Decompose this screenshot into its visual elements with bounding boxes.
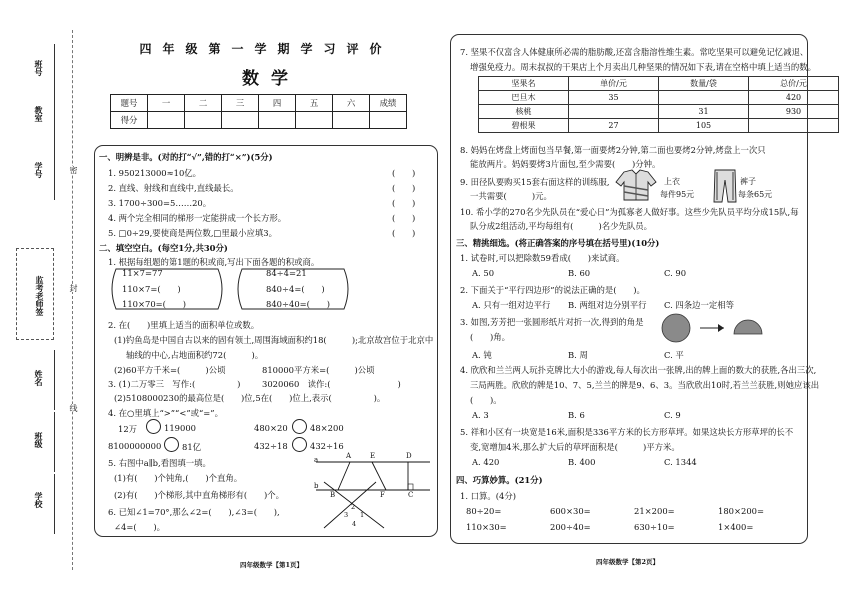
tf-item-3: 3. 1700÷300=5……20。 xyxy=(108,198,212,208)
field-class-number: 班号 xyxy=(34,60,43,76)
subject-title: 数学 xyxy=(242,69,300,89)
pants-image xyxy=(712,168,738,204)
fig-label-E: E xyxy=(370,452,376,460)
score-input-cell[interactable] xyxy=(370,112,407,129)
compare-circle[interactable] xyxy=(164,437,179,452)
nut-cell: 35 xyxy=(569,91,659,105)
tf-answer-3[interactable]: ( ) xyxy=(392,198,416,208)
mental-math-heading: 1. 口算。(4分) xyxy=(460,491,517,501)
calc-item[interactable]: 600×30= xyxy=(550,506,591,516)
field-student-id: 学号 xyxy=(34,162,43,178)
nut-header: 数量/袋 xyxy=(659,77,749,91)
fill-q2-2b: 810000平方米=( )公顷 xyxy=(262,365,375,375)
fill-q1: 1. 根据每组题的第1题的积或商,写出下面各题的积或商。 xyxy=(108,257,320,267)
section-3-heading: 三、精挑细选。(将正确答案的序号填在括号里)(10分) xyxy=(456,238,660,248)
choice-q5-option-c[interactable]: C. 1344 xyxy=(664,457,697,467)
nut-cell: 420 xyxy=(749,91,839,105)
compare-right-1: 119000 xyxy=(164,423,196,433)
choice-q2-option-a[interactable]: A. 只有一组对边平行 xyxy=(472,300,551,310)
fig-label-C: C xyxy=(408,491,414,499)
choice-q4-option-b[interactable]: B. 6 xyxy=(568,410,585,420)
fig-label-b: b xyxy=(314,482,319,490)
choice-q2-option-c[interactable]: C. 四条边一定相等 xyxy=(664,300,735,310)
choice-q5-option-b[interactable]: B. 400 xyxy=(568,457,596,467)
section-1-heading: 一、明辨是非。(对的打“√”,错的打“×”)(5分) xyxy=(99,152,273,162)
field-line xyxy=(54,474,55,534)
q8-text-b: 能放两片。妈妈要烤3片面包,至少需要( )分钟。 xyxy=(470,159,661,169)
fill-q1-right-2: 840÷4=( ) xyxy=(266,284,325,294)
score-input-cell[interactable] xyxy=(259,112,296,129)
choice-q4-c: ( )。 xyxy=(470,395,502,405)
calc-item[interactable]: 630÷10= xyxy=(634,522,675,532)
score-header-cell: 二 xyxy=(185,95,222,112)
fig-angle-3: 3 xyxy=(344,511,349,519)
compare-right-3: 81亿 xyxy=(182,442,202,452)
choice-q3-option-a[interactable]: A. 钝 xyxy=(472,350,492,360)
q9-text: 9. 田径队要购买15套右面这样的训练服, xyxy=(460,177,610,187)
score-header-cell: 六 xyxy=(333,95,370,112)
cut-mark-line: 线 xyxy=(69,404,78,412)
cut-mark-seal: 密 xyxy=(69,166,78,174)
field-name: 姓名 xyxy=(34,370,43,386)
field-line xyxy=(54,412,55,472)
score-input-cell[interactable] xyxy=(333,112,370,129)
field-class: 班级 xyxy=(34,432,43,448)
footer-page-2: 四年级数学【第2页】 xyxy=(596,558,660,566)
choice-q2: 2. 下面关于“平行四边形”的说法正确的是( )。 xyxy=(460,285,645,295)
fill-q2-1b: 轴线的中心,占地面积约72( )。 xyxy=(126,350,264,360)
calc-item[interactable]: 1×400= xyxy=(718,522,754,532)
fill-q1-right-1: 84÷4=21 xyxy=(266,268,307,278)
score-header-cell: 一 xyxy=(148,95,185,112)
score-row-label: 得分 xyxy=(111,112,148,129)
field-line xyxy=(54,44,55,100)
q10-text-b: 队分成2组活动,平均每组有( )名少先队员。 xyxy=(470,221,653,231)
fill-q3-1a: 3. (1)二万零三 写作:( ) xyxy=(108,379,241,389)
fig-angle-1: 1 xyxy=(360,511,365,519)
nut-blank-cell[interactable] xyxy=(749,119,839,133)
nut-cell: 930 xyxy=(749,105,839,119)
fig-angle-4: 4 xyxy=(352,520,357,528)
fill-q1-left-1: 11×7=77 xyxy=(122,268,163,278)
cut-mark-envelope: 封 xyxy=(69,284,78,292)
fill-q3-1b: 3020060 读作:( ) xyxy=(262,379,401,389)
fig-label-A: A xyxy=(346,452,352,460)
compare-left-3: 8100000000 xyxy=(108,441,162,451)
nut-header: 单价/元 xyxy=(569,77,659,91)
nut-cell: 31 xyxy=(659,105,749,119)
fill-q2: 2. 在( )里填上适当的面积单位或数。 xyxy=(108,320,260,330)
fill-q5-2: (2)有( )个梯形,其中直角梯形有( )个。 xyxy=(114,490,284,500)
q7-text: 7. 坚果不仅富含人体健康所必需的脂肪酸,还富含脂溶性维生素。常吃坚果可以避免记忆减退、 xyxy=(460,47,809,57)
choice-q1: 1. 试卷时,可以把除数59看成( )来试商。 xyxy=(460,253,625,263)
choice-q3-b: ( )角。 xyxy=(470,332,511,342)
score-table xyxy=(110,94,407,129)
tf-answer-5[interactable]: ( ) xyxy=(392,228,416,238)
score-header-cell: 四 xyxy=(259,95,296,112)
calc-item[interactable]: 200÷40= xyxy=(550,522,591,532)
choice-q4: 4. 欣欣和兰兰两人玩扑克牌比大小的游戏,每人每次出一张牌,出的牌上面的数大的获胜,各出三次, xyxy=(460,365,817,375)
fill-q6b: ∠4=( )。 xyxy=(114,522,166,532)
circle-fold-figure xyxy=(660,312,772,346)
choice-q3-option-b[interactable]: B. 周 xyxy=(568,350,588,360)
tf-answer-1[interactable]: ( ) xyxy=(392,168,416,178)
choice-q5: 5. 祥和小区有一块宽是16米,面积是336平方米的长方形草坪。如果这块长方形草坪的长不 xyxy=(460,427,794,437)
tf-item-2: 2. 直线、射线和直线中,直线最长。 xyxy=(108,183,239,193)
choice-q3-option-c[interactable]: C. 平 xyxy=(664,350,684,360)
proctor-signature-label: 监考老师签 xyxy=(35,276,44,316)
choice-q1-option-b[interactable]: B. 60 xyxy=(568,268,591,278)
calc-item[interactable]: 180×200= xyxy=(718,506,765,516)
nut-header: 坚果名 xyxy=(479,77,569,91)
pants-price: 每条65元 xyxy=(738,190,773,199)
fig-label-F: F xyxy=(380,491,385,499)
score-header-cell: 成绩 xyxy=(370,95,407,112)
calc-item[interactable]: 21×200= xyxy=(634,506,675,516)
fig-angle-2: 2 xyxy=(351,503,356,511)
pants-label: 裤子 xyxy=(740,177,756,186)
tf-item-4: 4. 两个完全相同的梯形一定能拼成一个长方形。 xyxy=(108,213,287,223)
nut-cell: 巴旦木 xyxy=(479,91,569,105)
fill-q2-2a: (2)60平方千米=( )公顷 xyxy=(114,365,226,375)
q9-text-b: 一共需要( )元。 xyxy=(470,191,552,201)
nut-header: 总价/元 xyxy=(749,77,839,91)
score-header-cell: 题号 xyxy=(111,95,148,112)
score-input-cell[interactable] xyxy=(296,112,333,129)
fill-q1-left-2: 110×7=( ) xyxy=(122,284,181,294)
footer-page-1: 四年级数学【第1页】 xyxy=(240,561,304,569)
section-2-heading: 二、填空空白。(每空1分,共30分) xyxy=(99,243,228,253)
fill-q2-1: (1)钓鱼岛是中国自古以来的固有领土,周围海域面积约18( );北京故宫位于北京中 xyxy=(114,335,434,345)
q7-text-b: 增强免疫力。周末叔叔的干果店上个月卖出几种坚果的情况如下表,请在空格中填上适当的数。 xyxy=(470,62,817,72)
compare-left-2: 480×20 xyxy=(254,423,288,433)
tf-item-5: 5. □0÷29,要使商是两位数,□里最小应填3。 xyxy=(108,228,278,238)
q10-text: 10. 希小学的270名少先队员在“爱心日”为孤寡老人做好事。这些少先队员平均分成15队,每 xyxy=(460,207,799,217)
jacket-price: 每件95元 xyxy=(660,190,695,199)
fill-q3-2: (2)5108000230的最高位是( )位,5在( )位上,表示( )。 xyxy=(114,393,386,403)
binding-margin xyxy=(0,0,88,596)
choice-q1-option-a[interactable]: A. 50 xyxy=(472,268,495,278)
choice-q5-option-a[interactable]: A. 420 xyxy=(472,457,500,467)
field-classroom: 教室 xyxy=(34,106,43,122)
fill-q4: 4. 在○里填上“>”“<”或“=”。 xyxy=(108,408,223,418)
field-line xyxy=(54,150,55,200)
nut-cell: 105 xyxy=(659,119,749,133)
tf-item-1: 1. 950213000≈10亿。 xyxy=(108,168,202,178)
section-4-heading: 四、巧算妙算。(21分) xyxy=(456,475,543,485)
choice-q4-option-c[interactable]: C. 9 xyxy=(664,410,681,420)
compare-right-2: 48×200 xyxy=(310,423,344,433)
exam-title: 四年级第一学期学习评价 xyxy=(139,42,393,56)
score-input-cell[interactable] xyxy=(222,112,259,129)
calc-item[interactable]: 80÷20= xyxy=(466,506,502,516)
cut-line xyxy=(72,30,73,570)
fill-q5: 5. 右图中a∥b,看图填一填。 xyxy=(108,458,211,468)
compare-circle[interactable] xyxy=(292,437,307,452)
score-input-cell[interactable] xyxy=(185,112,222,129)
score-header-cell: 五 xyxy=(296,95,333,112)
fig-label-B: B xyxy=(330,491,336,499)
score-input-cell[interactable] xyxy=(148,112,185,129)
fill-q6: 6. 已知∠1=70°,那么∠2=( ),∠3=( ), xyxy=(108,507,280,517)
tf-answer-2[interactable]: ( ) xyxy=(392,183,416,193)
fig-label-a: a xyxy=(314,456,319,464)
jacket-label: 上衣 xyxy=(664,177,680,186)
fig-label-D: D xyxy=(406,452,412,460)
nut-blank-cell[interactable] xyxy=(659,91,749,105)
fill-q1-right-3: 840÷40=( ) xyxy=(266,299,330,309)
fill-q1-left-3: 110×70=( ) xyxy=(122,299,186,309)
fill-q5-1: (1)有( )个钝角,( )个直角。 xyxy=(114,473,243,483)
choice-q3: 3. 如图,芳芳把一张圆形纸片对折一次,得到的角是 xyxy=(460,317,644,327)
nut-blank-cell[interactable] xyxy=(569,105,659,119)
tf-answer-4[interactable]: ( ) xyxy=(392,213,416,223)
compare-circle[interactable] xyxy=(292,419,307,434)
jacket-image xyxy=(614,168,658,202)
field-school: 学校 xyxy=(34,492,43,508)
nut-cell: 碧根果 xyxy=(479,119,569,133)
field-line xyxy=(54,100,55,150)
nut-cell: 27 xyxy=(569,119,659,133)
score-header-cell: 三 xyxy=(222,95,259,112)
q8-text: 8. 妈妈在烤盘上烤面包当早餐,第一面要烤2分钟,第二面也要烤2分钟,烤盘上一次只 xyxy=(460,145,766,155)
compare-circle[interactable] xyxy=(146,419,161,434)
choice-q1-option-c[interactable]: C. 90 xyxy=(664,268,687,278)
choice-q4-option-a[interactable]: A. 3 xyxy=(472,410,489,420)
compare-right-4: 432÷16 xyxy=(310,441,344,451)
field-line xyxy=(54,350,55,410)
compare-left-1: 12万 xyxy=(118,424,138,434)
calc-item[interactable]: 110×30= xyxy=(466,522,507,532)
nut-sales-table xyxy=(478,76,839,133)
compare-left-4: 432÷18 xyxy=(254,441,288,451)
nut-cell: 核桃 xyxy=(479,105,569,119)
choice-q4-b: 三局两胜。欣欣的牌是10、7、5,兰兰的牌是9、6、3。当欣欣出10时,若兰兰获胜,则她应该出 xyxy=(470,380,820,390)
choice-q2-option-b[interactable]: B. 两组对边分别平行 xyxy=(568,300,647,310)
choice-q5-b: 变,宽增加4米,那么扩大后的草坪面积是( )平方米。 xyxy=(470,442,680,452)
